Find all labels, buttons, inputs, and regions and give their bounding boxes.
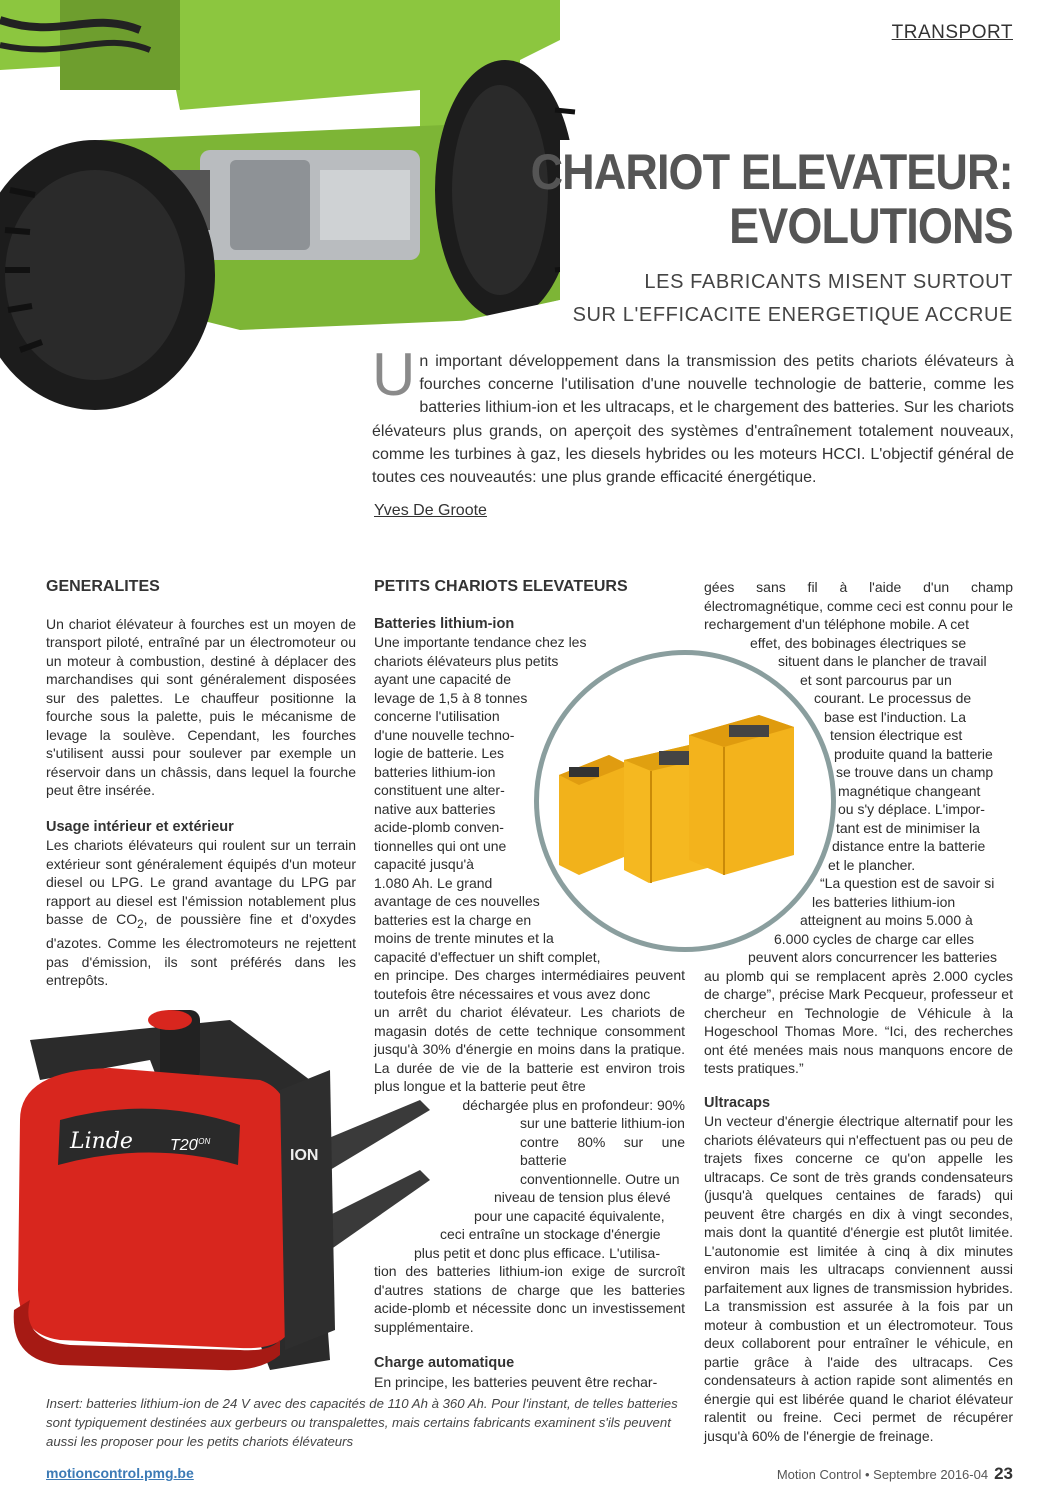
footer-issue — [777, 1464, 1013, 1484]
title-line-2: EVOLUTIONS — [729, 198, 1013, 254]
lithium-batteries-image — [539, 655, 831, 947]
body-text-line: distance entre la batterie — [832, 838, 986, 854]
body-text-line: logie de batterie. Les — [374, 745, 504, 761]
body-text-line: acide-plomb conven- — [374, 819, 504, 835]
website-link[interactable]: motioncontrol.pmg.be — [46, 1465, 194, 1481]
body-text-line: et le plancher. — [828, 856, 916, 873]
intro-text: n important développement dans la transmission des petits chariots élévateurs à fourches concerne l'utilisation d'une nouvelle technologie de batterie, comme les batteries lithium-ion et les ultracaps, et le chargement des batteries. Sur les chariots élévateurs plus grands, on aperçoit des systèmes d'entraînement totalement nouveaux, comme les turbines à gaz, les diesels hybrides ou les moteurs HCCI. L'objectif général de toutes ces nouveautés: une plus grande efficacité énergétique. — [372, 353, 1014, 487]
body-text-line: atteignent au moins 5.000 à — [800, 912, 973, 928]
image-caption: Insert: batteries lithium-ion de 24 V avec des capacités de 110 Ah à 360 Ah. Pour l'instant, de telles batteries sont typiquement destinées aux gerbeurs ou transpalettes, mais certains fabricants examinent s'ils peuvent aussi les proposer pour les petits chariots élévateurs — [46, 1396, 678, 1449]
heading-usage: Usage intérieur et extérieur — [46, 818, 234, 835]
body-text-line: 6.000 cycles de charge car elles — [774, 930, 974, 947]
body-text-line: levage de 1,5 à 8 tonnes — [374, 689, 528, 706]
body-text-line: se trouve dans un champ — [836, 764, 994, 780]
body-text-line: constituent une alter- — [374, 782, 505, 798]
body-text-line: Une importante tendance chez les — [374, 634, 587, 650]
author-link[interactable]: Yves De Groote — [374, 502, 487, 519]
intro-paragraph — [372, 341, 1014, 489]
body-text-line: batteries lithium-ion — [374, 763, 496, 780]
body-text-line: peuvent alors concurrencer les batteries — [748, 949, 998, 965]
body-text-line: concerne l'utilisation — [374, 708, 500, 724]
model-label: T20 — [170, 1137, 198, 1154]
body-text-line: ayant une capacité de — [374, 671, 511, 687]
heading-ultracaps: Ultracaps — [704, 1094, 771, 1111]
body-text-line: conventionnelle. Outre un — [520, 1170, 680, 1187]
body-text-line: Un vecteur d'énergie électrique alternatif pour les chariots élévateurs qui n'effectuent pas ou peu de trajets fixes concerne ce qu'on appelle les ultracaps. Ce sont de très grands condensateurs (jusqu'à quelques centaines de farads) qui peuvent être chargés en dix à vingt secondes, mais dont la quantité d'énergie est plutôt limitée. L'autonomie est limitée à cinq à dix minutes environ mais les ultracaps conviennent aussi parfaitement aux lignes de transmission hybrides. La transmission est assurée à la fois par un moteur à combustion et un électromoteur. Tous deux collaborent pour entraîner le véhicule, en partie grâce à l'aide des ultracaps. Ces condensateurs à action rapide sont alimentés en énergie qui est libérée quand le chariot élévateur ralentit ou freine. Ceci permet de récupérer jusqu'à 60% de l'énergie de freinage. — [704, 1113, 1013, 1444]
battery-insert-circle — [534, 650, 836, 952]
body-text-line: plus petit et donc plus efficace. L'utilisa- — [414, 1244, 660, 1261]
subtitle-line-1: LES FABRICANTS MISENT SURTOUT — [644, 271, 1013, 293]
body-text-line: courant. Le processus de — [814, 690, 972, 706]
brand-logo: Linde — [70, 1129, 133, 1154]
body-text-line: contre 80% sur une batterie — [520, 1133, 685, 1168]
article-title — [531, 145, 1013, 253]
body-text-line: et sont parcourus par un — [800, 671, 952, 688]
paragraph-usage: Les chariots élévateurs qui roulent sur un terrain extérieur sont généralement équipés d'un moteur diesel ou LPG. Le grand avantage du LPG par rapport au diesel est l'émission notablement plus basse de $CO_2$, de poussière fine et d'oxydes d'azotes. Comme les électromoteurs ne rejettent pas d'émission, ils sont préférés dans les entrepôts. — [46, 837, 356, 989]
body-text-line: chariots élévateurs plus petits — [374, 652, 559, 669]
body-text-line: capacité d'effectuer un shift complet, — [374, 948, 601, 965]
issue-text: Motion Control • Septembre 2016-04 — [776, 1467, 989, 1482]
heading-petits-chariots: PETITS CHARIOTS ELEVATEURS — [374, 578, 628, 595]
body-text-line: tant est de minimiser la — [836, 819, 980, 836]
body-text-line: au plomb qui se remplacent après 2.000 cycles de charge”, précise Mark Pecqueur, professeur et chercheur en Technologie de Véhicule à la Hogeschool Thomas More. “Ici, des recherches ont été menées mais nous manquons encore de tests pratiques.” — [704, 967, 1013, 1076]
body-text-line: situent dans le plancher de travail — [778, 653, 987, 669]
column-1 — [46, 578, 356, 990]
paragraph-generalites: Un chariot élévateur à fourches est un moyen de transport piloté, entraîné par un électromoteur ou un moteur à combustion, destiné à déplacer des marchandises qui sont généralement disposées sur des palettes. Le chauffeur positionne la fourche sous la palette, puis le mécanisme de levage la soulève. Cependant, les fourches s'utilisent aussi pour soulever par exemple un réservoir dans un châssis, dans lequel la fourche peut être insérée. — [46, 615, 356, 798]
body-text-line: batteries est la charge en — [374, 911, 532, 928]
heading-charge: Charge automatique — [374, 1355, 515, 1371]
heading-lithium: Batteries lithium-ion — [374, 615, 515, 632]
body-text-line: ou s'y déplace. L'impor- — [838, 801, 985, 817]
dropcap: U — [372, 341, 416, 408]
body-text-line: magnétique changeant — [838, 782, 981, 799]
body-text-line: en principe. Des charges intermédiaires peuvent toutefois être nécessaires et vous avez donc — [374, 967, 685, 1002]
body-text-line: niveau de tension plus élevé — [494, 1189, 671, 1205]
body-text-line: capacité jusqu'à — [374, 856, 474, 872]
heading-generalites: GENERALITES — [46, 578, 160, 595]
body-text-line: “La question est de savoir si — [820, 875, 995, 891]
body-text-line: tion des batteries lithium-ion exige de surcroît d'autres stations de charge que les batteries acide-plomb et nécessite donc un investissement supplémentaire. — [374, 1263, 685, 1335]
body-text-line: un arrêt du chariot élévateur. Les chariots de magasin dotés de cette technique consomment jusqu'à 30% d'énergie en moins dans la pratique. La durée de vie de la batterie est environ trois plus longue et la batterie peut être — [374, 1004, 685, 1094]
body-text-line: gées sans fil à l'aide d'un champ électromagnétique, comme ceci est connu pour le rechargement d'un téléphone mobile. A cet — [704, 579, 1013, 632]
section-tag: TRANSPORT — [891, 22, 1013, 43]
body-text-line: sur une batterie lithium-ion — [520, 1115, 685, 1131]
body-text-line: moins de trente minutes et la — [374, 930, 554, 946]
body-text-line: produite quand la batterie — [834, 745, 993, 762]
body-text-line: déchargée plus en profondeur: 90% — [462, 1096, 685, 1113]
body-text-line: ceci entraîne un stockage d'énergie — [440, 1226, 661, 1242]
body-text-line: avantage de ces nouvelles — [374, 893, 540, 909]
body-text-line: les batteries lithium-ion — [812, 893, 956, 910]
pallet-truck-image — [0, 1000, 440, 1380]
subtitle-line-2: SUR L'EFFICACITE ENERGETIQUE ACCRUE — [572, 304, 1013, 326]
title-line-1: CHARIOT ELEVATEUR: — [530, 144, 1013, 200]
body-text-line: native aux batteries — [374, 800, 496, 817]
body-text-line: En principe, les batteries peuvent être rechar- — [374, 1373, 658, 1390]
side-label: ION — [290, 1147, 319, 1164]
article-subtitle — [573, 266, 1013, 332]
body-text-line: pour une capacité équivalente, — [474, 1207, 665, 1224]
page-number: 23 — [994, 1464, 1013, 1483]
body-text-line: base est l'induction. La — [824, 708, 966, 725]
body-text-line: effet, des bobinages électriques se — [750, 634, 967, 651]
body-text-line: tension électrique est — [830, 727, 963, 743]
body-text-line: 1.080 Ah. Le grand — [374, 874, 493, 891]
model-sup-label: ION — [196, 1137, 211, 1146]
body-text-line: d'une nouvelle techno- — [374, 726, 515, 743]
body-text-line: tionnelles qui ont une — [374, 837, 507, 854]
